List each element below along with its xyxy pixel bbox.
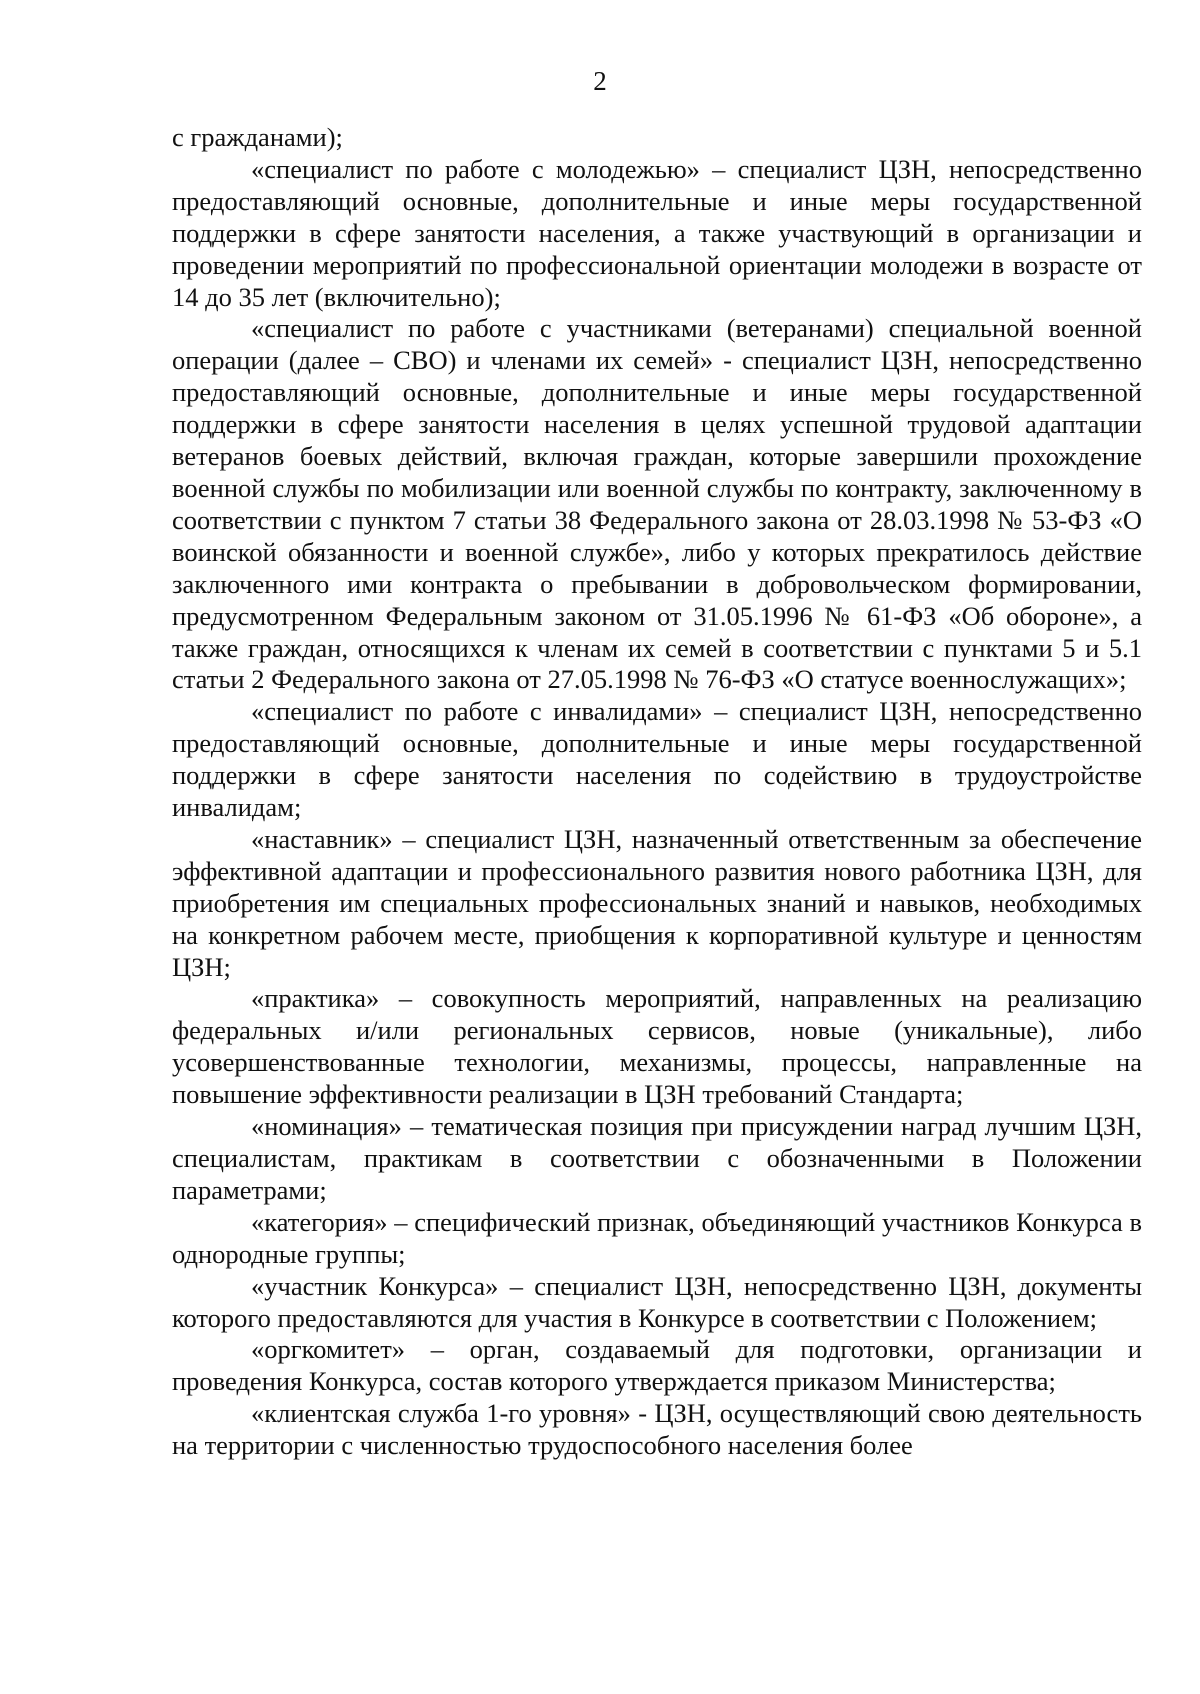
paragraph-mentor: «наставник» – специалист ЦЗН, назначенный ответственным за обеспечение эффективной адаптации и профессионального развития нового работника ЦЗН, для приобретения им специальных профессиональных знаний и навыков, необходимых на конкретном рабочем месте, приобщения к корпоративной культуре и ценностям ЦЗН; [172, 823, 1142, 982]
paragraph-category: «категория» – специфический признак, объединяющий участников Конкурса в однородные группы; [172, 1206, 1142, 1269]
paragraph-practice: «практика» – совокупность мероприятий, направленных на реализацию федеральных и/или региональных сервисов, новые (уникальные), либо усовершенствованные технологии, механизмы, процессы, направленные на повышение эффективности реализации в ЦЗН требований Стандарта; [172, 983, 1142, 1110]
paragraph-org-committee: «оргкомитет» – орган, создаваемый для подготовки, организации и проведения Конкурса, состав которого утверждается приказом Министерства; [172, 1334, 1142, 1397]
paragraph-disability-specialist: «специалист по работе с инвалидами» – специалист ЦЗН, непосредственно предоставляющий основные, дополнительные и иные меры государственной поддержки в сфере занятости населения по содействию в трудоустройстве инвалидам; [172, 696, 1142, 823]
paragraph-participant: «участник Конкурса» – специалист ЦЗН, непосредственно ЦЗН, документы которого предоставляются для участия в Конкурсе в соответствии с Положением; [172, 1270, 1142, 1333]
page-number: 2 [593, 66, 607, 96]
paragraph-nomination: «номинация» – тематическая позиция при присуждении наград лучшим ЦЗН, специалистам, практикам в соответствии с обозначенными в Положении параметрами; [172, 1111, 1142, 1205]
paragraph-svo-specialist: «специалист по работе с участниками (ветеранами) специальной военной операции (далее – СВО) и членами их семей» - специалист ЦЗН, непосредственно предоставляющий основные, дополнительные и иные меры государственной поддержки в сфере занятости населения в целях успешной трудовой адаптации ветеранов боевых действий, включая граждан, которые завершили прохождение военной службы по мобилизации или военной службы по контракту, заключенному в соответствии с пунктом 7 статьи 38 Федерального закона от 28.03.1998 № 53-ФЗ «О воинской обязанности и военной службе», либо у которых прекратилось действие заключенного ими контракта о пребывании в добровольческом формировании, предусмотренном Федеральным законом от 31.05.1996 № 61-ФЗ «Об обороне», а также граждан, относящихся к членам их семей в соответствии с пунктами 5 и 5.1 статьи 2 Федерального закона от 27.05.1998 № 76-ФЗ «О статусе военнослужащих»; [172, 313, 1142, 695]
paragraph-client-service-level-1: «клиентская служба 1-го уровня» - ЦЗН, осуществляющий свою деятельность на территории с численностью трудоспособного населения более [172, 1398, 1142, 1461]
paragraph-continuation: с гражданами); [172, 122, 343, 152]
paragraph-youth-specialist: «специалист по работе с молодежью» – специалист ЦЗН, непосредственно предоставляющий основные, дополнительные и иные меры государственной поддержки в сфере занятости населения, а также участвующий в организации и проведении мероприятий по профессиональной ориентации молодежи в возрасте от 14 до 35 лет (включительно); [172, 153, 1142, 312]
document-body [172, 122, 1142, 1462]
